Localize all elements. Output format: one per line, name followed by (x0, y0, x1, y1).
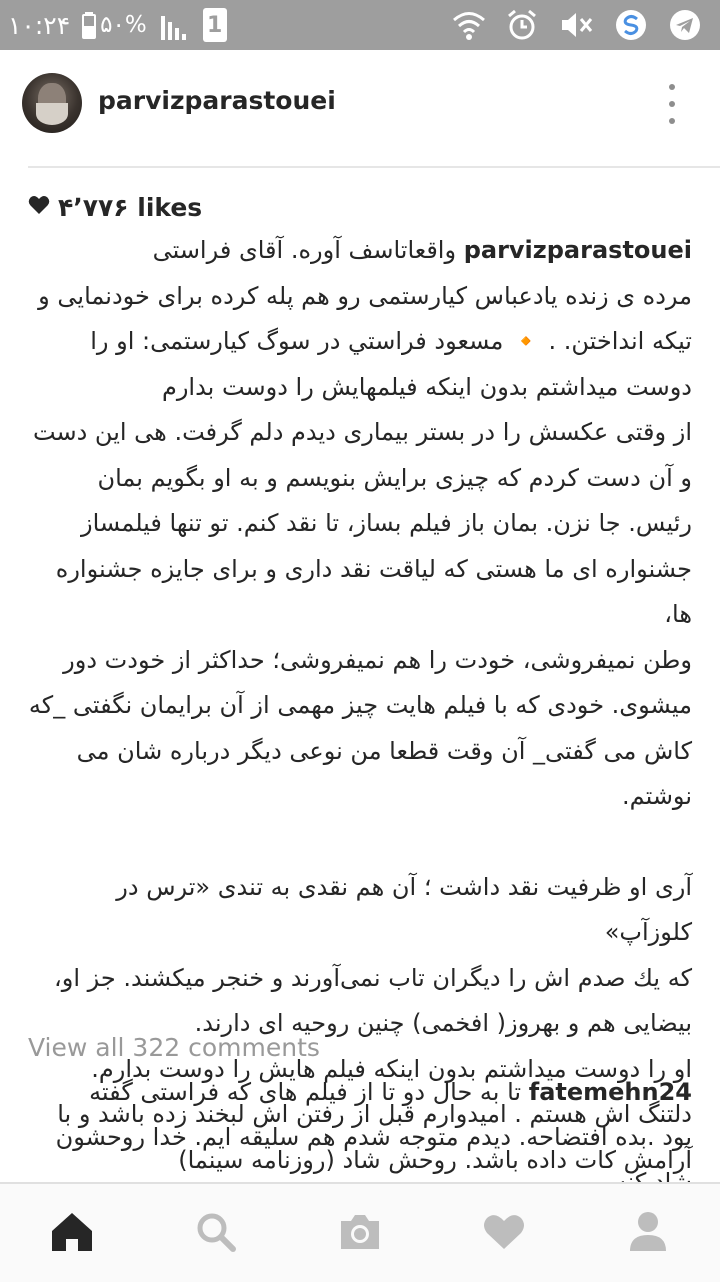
avatar[interactable] (22, 73, 82, 133)
caption-line: واقعاتاسف آوره. آقای فراستی (152, 236, 457, 264)
heart-icon[interactable] (480, 1208, 528, 1256)
search-icon[interactable] (192, 1208, 240, 1256)
likes-row[interactable] (28, 190, 202, 224)
more-dot (669, 118, 675, 124)
caption-line: آرامش كات داده باشد. روحش شاد (روزنامه سينما) (178, 1145, 692, 1174)
sim-badge-icon (203, 8, 227, 42)
caption-line: كه يك صدم اش را ديگران تاب نمى‌آورند و خنجر ميكشند. جز او، (54, 963, 692, 992)
profile-icon[interactable] (624, 1208, 672, 1256)
divider (28, 166, 720, 168)
status-time: ۱۰:۲۴ (8, 10, 71, 40)
post-username[interactable]: parvizparastouei (98, 86, 336, 115)
alarm-icon (506, 9, 538, 41)
mute-icon (558, 10, 594, 40)
caption-line: از وقتى عكسش را در بستر بيمارى ديدم دلم گرفت. هى اين دست (32, 418, 692, 446)
telegram-icon (668, 8, 702, 42)
caption-line: او را دوست ميداشتم بدون اينكه فيلم هايش را دوست بدارم. (91, 1054, 692, 1083)
caption-line: دوست ميداشتم بدون اينكه فيلمهايش را دوست بدارم (161, 372, 692, 401)
more-options-icon[interactable] (660, 84, 684, 124)
status-bar-right (452, 0, 702, 50)
comment-first-line (28, 1070, 692, 1115)
view-all-comments-link[interactable]: View all 322 comments (28, 1033, 320, 1062)
cell-signal-icon (159, 10, 191, 40)
caption-line: دلتنگ اش هستم . اميدوارم قبل از رفتن اش لبخند زده باشد و با (57, 1100, 692, 1128)
caption-line: كاش مى گفتى_ آن وقت قطعا من نوعى ديگر درباره شان مى (76, 736, 692, 765)
caption-line: آرى او ظرفيت نقد داشت ؛ آن هم نقدى به تندى «ترس در كلوزآپ» (116, 872, 692, 946)
caption-first-line (28, 228, 692, 274)
bottom-nav (0, 1182, 720, 1282)
battery-icon (82, 12, 96, 38)
comment-line: بود .بده افتضاحه. دیدم متوجه شدم هم سلیقه ایم. خدا روحشون (55, 1123, 692, 1151)
caption-line: بيضايى هم و بهروز( افخمى) چنين روحيه اى دارند. (194, 1009, 692, 1037)
battery-percent: ۵۰% (100, 12, 147, 38)
post-header (0, 50, 720, 154)
more-dot (669, 84, 675, 90)
status-bar-left (8, 0, 227, 50)
app-s-icon (614, 8, 648, 42)
battery-indicator (82, 12, 147, 38)
wifi-icon (452, 10, 486, 40)
likes-count: ۴٬۷۷۶ likes (58, 192, 203, 222)
home-icon[interactable] (48, 1208, 96, 1256)
camera-icon[interactable] (336, 1208, 384, 1256)
caption-line: مرده ی زنده یادعباس کیارستمی رو هم پله کرده برای خودنمایی و (38, 281, 692, 310)
comment-line: تا به حال دو تا از فیلم های که فراستی گفته (89, 1078, 522, 1106)
caption-line: وطن نميفروشى، خودت را هم نميفروشى؛ حداكثر از خودت دور (63, 645, 692, 674)
heart-filled-icon (28, 195, 50, 219)
caption-line: تیکه انداختن. . 🔸 مسعود فراستي در سوگ كيارستمى: او را (90, 327, 692, 355)
comment (28, 1070, 692, 1180)
caption-line: ميشوى. خودى كه با فيلم هايت چيز مهمى از آن برايمان نگفتى _كه (28, 691, 692, 719)
caption-line: رئيس. جا نزن. بمان باز فيلم بساز، تا نقد كنم. تو تنها فيلمساز (81, 509, 692, 537)
caption-line: و آن دست كردم كه چيزى برايش بنويسم و به او بگويم بمان (97, 463, 692, 492)
status-bar (0, 0, 720, 50)
caption-line: جشنواره اى ما هستى كه لياقت نقد دارى و براى جايزه جشنواره ها، (55, 554, 692, 628)
caption-line: نوشتم. (621, 782, 692, 810)
more-dot (669, 101, 675, 107)
sim-badge-label: 1 (207, 12, 223, 38)
avatar-beard (36, 103, 68, 125)
caption-gap (28, 820, 692, 865)
caption-username[interactable]: parvizparastouei (463, 236, 692, 264)
comment-username[interactable]: fatemehn24 (528, 1078, 692, 1106)
